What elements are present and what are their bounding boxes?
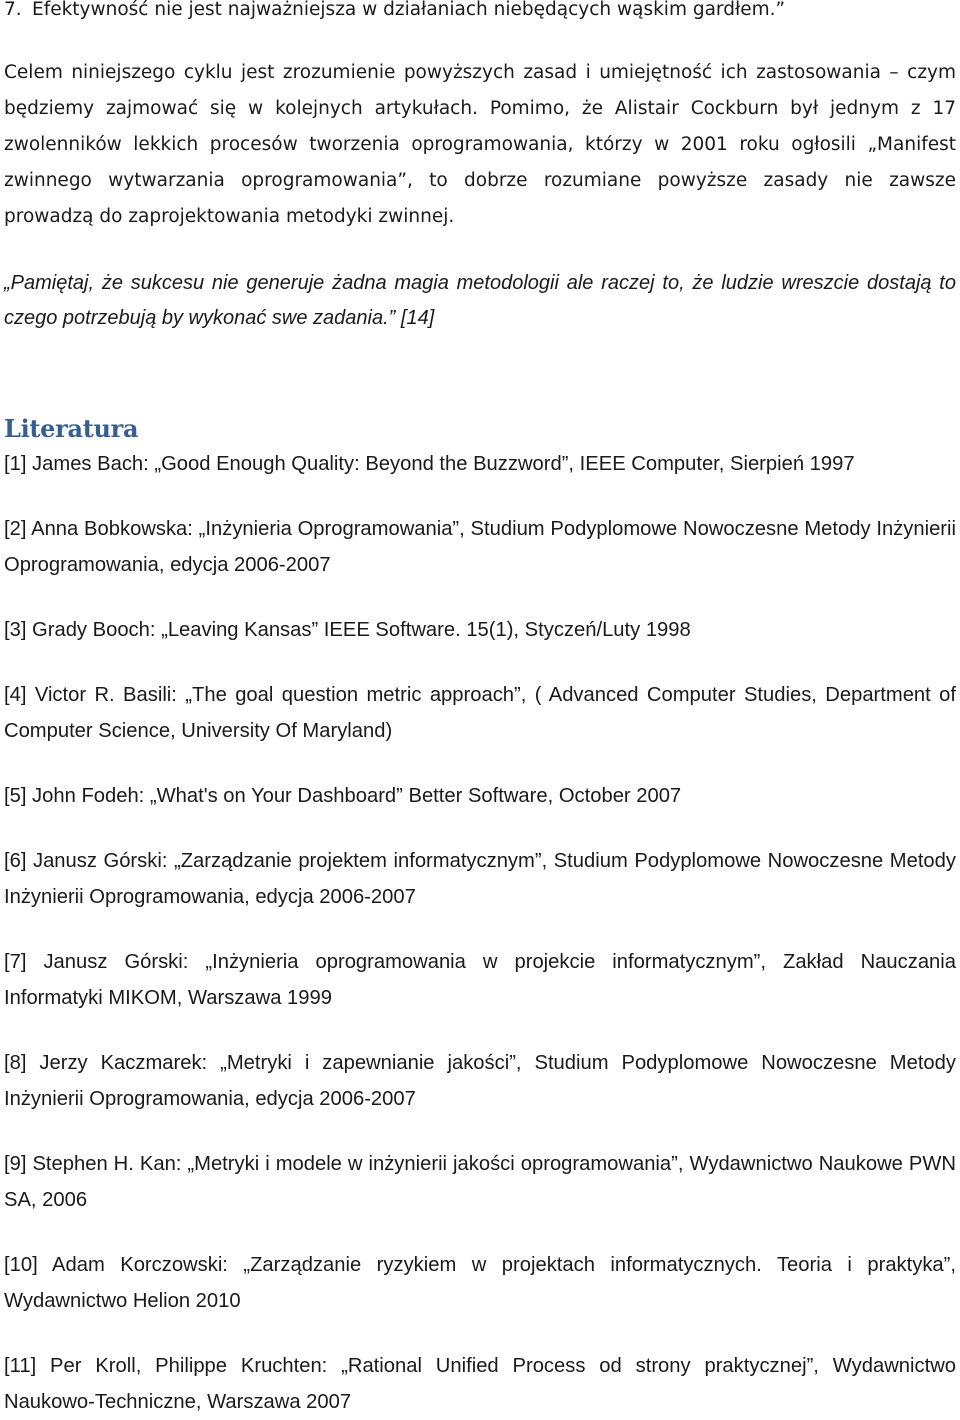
reference-item: [1] James Bach: „Good Enough Quality: Beyond the Buzzword”, IEEE Computer, Sierpień 1997 [4, 453, 855, 475]
list-item-text: Efektywność nie jest najważniejsza w działaniach niebędących wąskim gardłem.” [32, 0, 786, 20]
section-heading: Literatura [4, 414, 139, 443]
reference-item: [5] John Fodeh: „What's on Your Dashboard” Better Software, October 2007 [4, 785, 682, 807]
reference-item: [6] Janusz Górski: „Zarządzanie projektem informatycznym”, Studium Podyplomowe Nowoczesne Metody Inżynierii Oprogramowania, edycja 2006-2007 [4, 850, 956, 908]
list-item-7 [4, 0, 785, 28]
reference-item: [7] Janusz Górski: „Inżynieria oprogramowania w projekcie informatycznym”, Zakład Nauczania Informatyki MIKOM, Warszawa 1999 [4, 951, 956, 1009]
reference-item: [4] Victor R. Basili: „The goal question metric approach”, ( Advanced Computer Studies, Department of Computer Science, University Of Maryland) [4, 684, 956, 742]
reference-item: [9] Stephen H. Kan: „Metryki i modele w inżynierii jakości oprogramowania”, Wydawnictwo Naukowe PWN SA, 2006 [4, 1153, 956, 1211]
reference-item: [8] Jerzy Kaczmarek: „Metryki i zapewnianie jakości”, Studium Podyplomowe Nowoczesne Metody Inżynierii Oprogramowania, edycja 2006-2007 [4, 1052, 956, 1110]
reference-list [4, 446, 956, 1420]
list-item-number: 7. [4, 0, 22, 20]
intro-paragraph: Celem niniejszego cyklu jest zrozumienie powyższych zasad i umiejętność ich zastosowania – czym będziemy zajmować się w kolejnych artykułach. Pomimo, że Alistair Cockburn był jednym z 17 zwolenników lekkich procesów tworzenia oprogramowania, którzy w 2001 roku ogłosili „Manifest zwinnego wytwarzania oprogramowania”, to dobrze rozumiane powyższe zasady nie zawsze prowadzą do zaprojektowania metodyki zwinnej. [4, 62, 956, 227]
reference-item: [3] Grady Booch: „Leaving Kansas” IEEE Software. 15(1), Styczeń/Luty 1998 [4, 619, 691, 641]
reference-item: [2] Anna Bobkowska: „Inżynieria Oprogramowania”, Studium Podyplomowe Nowoczesne Metody Inżynierii Oprogramowania, edycja 2006-2007 [4, 518, 956, 576]
quote-paragraph: „Pamiętaj, że sukcesu nie generuje żadna magia metodologii ale raczej to, że ludzie wreszcie dostają to czego potrzebują by wykonać swe zadania.” [14] [4, 272, 956, 329]
reference-item: [11] Per Kroll, Philippe Kruchten: „Rational Unified Process od strony praktycznej”, Wydawnictwo Naukowo-Techniczne, Warszawa 2007 [4, 1355, 956, 1413]
reference-item: [10] Adam Korczowski: „Zarządzanie ryzykiem w projektach informatycznych. Teoria i praktyka”, Wydawnictwo Helion 2010 [4, 1254, 956, 1312]
